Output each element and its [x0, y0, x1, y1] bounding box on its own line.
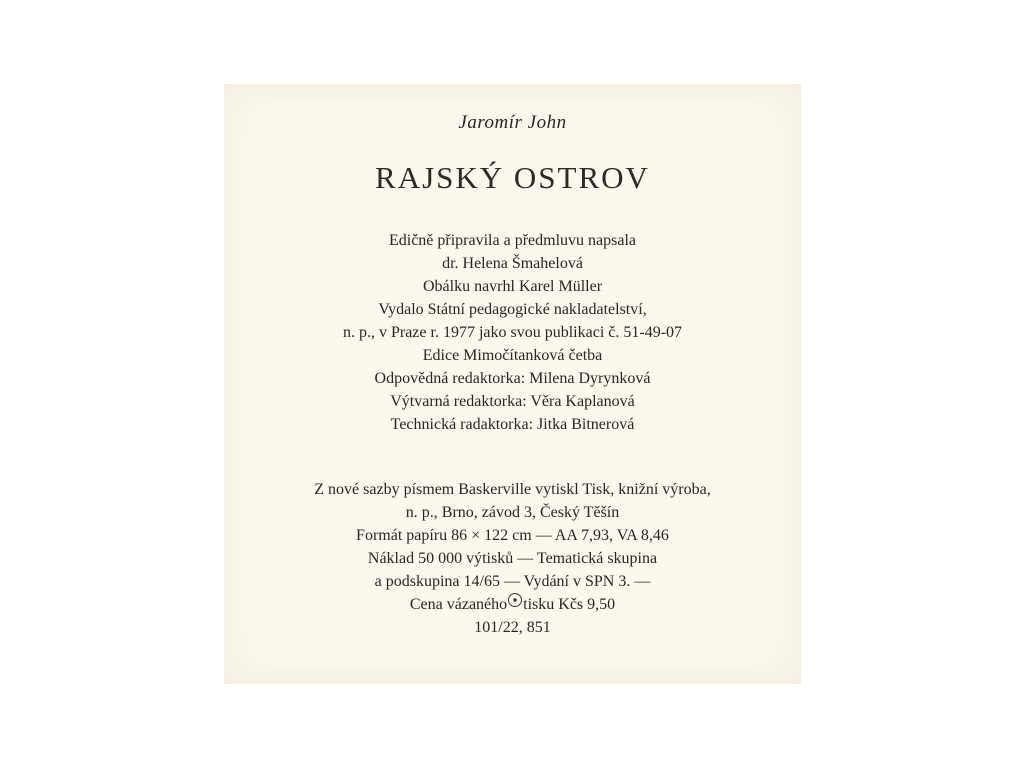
- colophon-line: a podskupina 14/65 — Vydání v SPN 3. —: [374, 573, 651, 590]
- credit-line: Výtvarná redaktorka: Věra Kaplanová: [390, 393, 635, 410]
- book-title: RAJSKÝ OSTROV: [375, 160, 650, 195]
- colophon-line: Z nové sazby písmem Baskerville vytiskl Tisk, knižní výroba,: [314, 481, 711, 498]
- credits-block: [224, 229, 801, 436]
- book-page: [224, 84, 801, 684]
- colophon-line: Formát papíru 86 × 122 cm — AA 7,93, VA 8,46: [356, 527, 669, 544]
- credit-line: Vydalo Státní pedagogické nakladatelství,: [378, 301, 647, 318]
- credit-line: Obálku navrhl Karel Müller: [422, 278, 603, 295]
- credit-line: Odpovědná redaktorka: Milena Dyrynková: [374, 370, 651, 387]
- colophon-line: Náklad 50 000 výtisků — Tematická skupina: [367, 550, 658, 567]
- credit-line: Edičně připravila a předmluvu napsala: [388, 232, 636, 249]
- price-text-after: tisku Kčs 9,50: [523, 596, 616, 613]
- author-name: Jaromír John: [458, 112, 567, 133]
- price-line: [224, 593, 801, 616]
- credit-line: n. p., v Praze r. 1977 jako svou publikaci č. 51-49-07: [342, 324, 683, 341]
- publisher-stamp-icon: [508, 593, 522, 607]
- credit-line: dr. Helena Šmahelová: [442, 255, 583, 272]
- colophon-block: [224, 478, 801, 639]
- credit-line: Edice Mimočítanková četba: [422, 347, 603, 364]
- credit-line: Technická radaktorka: Jitka Bitnerová: [390, 416, 635, 433]
- price-text-before: Cena vázaného: [409, 596, 508, 613]
- colophon-line: n. p., Brno, závod 3, Český Těšín: [405, 504, 620, 521]
- catalog-code: 101/22, 851: [474, 619, 551, 636]
